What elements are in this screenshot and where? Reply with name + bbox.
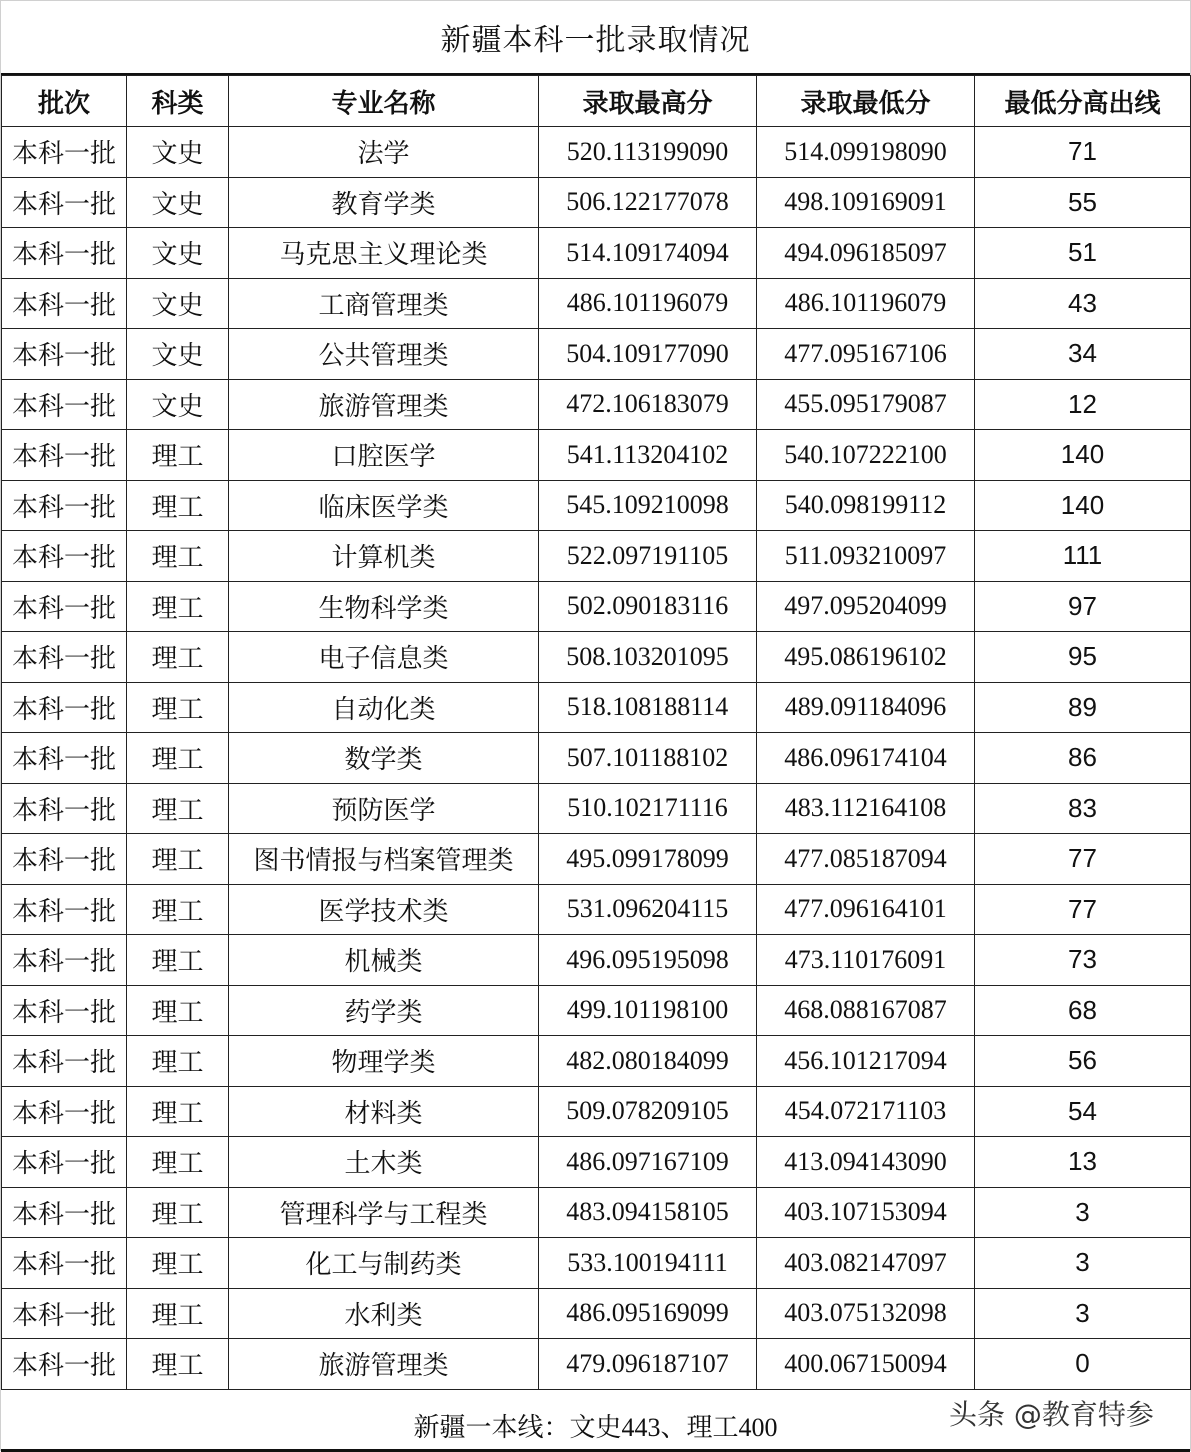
cell-major: 自动化类 [229, 682, 539, 733]
cell-max-score: 541.113204102 [539, 430, 757, 481]
cell-min-score: 455.095179087 [757, 379, 975, 430]
cell-above-line: 43 [975, 278, 1191, 329]
cell-min-score: 477.095167106 [757, 329, 975, 380]
cell-category: 文史 [127, 177, 229, 228]
cell-min-score: 494.096185097 [757, 228, 975, 279]
table-row [2, 1036, 1191, 1087]
table-row [2, 379, 1191, 430]
cell-above-line: 111 [975, 531, 1191, 582]
column-header-min-score: 录取最低分 [757, 76, 975, 127]
table-row [2, 480, 1191, 531]
cell-min-score: 495.086196102 [757, 632, 975, 683]
table-header-row [2, 76, 1191, 127]
cell-batch: 本科一批 [2, 531, 127, 582]
cell-batch: 本科一批 [2, 985, 127, 1036]
cell-max-score: 504.109177090 [539, 329, 757, 380]
cell-min-score: 540.107222100 [757, 430, 975, 481]
cell-category: 理工 [127, 1137, 229, 1188]
column-header-max-score: 录取最高分 [539, 76, 757, 127]
cell-min-score: 454.072171103 [757, 1086, 975, 1137]
cell-category: 理工 [127, 581, 229, 632]
cell-above-line: 95 [975, 632, 1191, 683]
cell-max-score: 545.109210098 [539, 480, 757, 531]
cell-major: 预防医学 [229, 783, 539, 834]
table-row [2, 783, 1191, 834]
column-header-batch: 批次 [2, 76, 127, 127]
table-row [2, 1339, 1191, 1390]
table-row [2, 430, 1191, 481]
cell-above-line: 55 [975, 177, 1191, 228]
cell-batch: 本科一批 [2, 1238, 127, 1289]
cell-above-line: 71 [975, 127, 1191, 178]
cell-min-score: 473.110176091 [757, 935, 975, 986]
cell-batch: 本科一批 [2, 834, 127, 885]
cell-major: 法学 [229, 127, 539, 178]
cell-category: 理工 [127, 1339, 229, 1390]
cell-max-score: 506.122177078 [539, 177, 757, 228]
cell-major: 化工与制药类 [229, 1238, 539, 1289]
cell-above-line: 86 [975, 733, 1191, 784]
cell-major: 工商管理类 [229, 278, 539, 329]
cell-max-score: 518.108188114 [539, 682, 757, 733]
cell-category: 文史 [127, 278, 229, 329]
table-row [2, 127, 1191, 178]
cell-above-line: 89 [975, 682, 1191, 733]
cell-batch: 本科一批 [2, 1187, 127, 1238]
cell-min-score: 403.075132098 [757, 1288, 975, 1339]
cell-max-score: 510.102171116 [539, 783, 757, 834]
cell-max-score: 479.096187107 [539, 1339, 757, 1390]
table-row [2, 278, 1191, 329]
table-row [2, 228, 1191, 279]
admission-table [1, 75, 1191, 1390]
cell-max-score: 502.090183116 [539, 581, 757, 632]
cell-batch: 本科一批 [2, 379, 127, 430]
cell-major: 物理学类 [229, 1036, 539, 1087]
cell-batch: 本科一批 [2, 329, 127, 380]
column-header-above-line: 最低分高出线 [975, 76, 1191, 127]
cell-above-line: 34 [975, 329, 1191, 380]
table-row [2, 632, 1191, 683]
table-row [2, 884, 1191, 935]
cell-above-line: 140 [975, 480, 1191, 531]
cell-major: 水利类 [229, 1288, 539, 1339]
cell-category: 理工 [127, 985, 229, 1036]
cell-category: 文史 [127, 329, 229, 380]
cell-major: 材料类 [229, 1086, 539, 1137]
table-row [2, 834, 1191, 885]
cell-max-score: 507.101188102 [539, 733, 757, 784]
cell-above-line: 73 [975, 935, 1191, 986]
cell-major: 马克思主义理论类 [229, 228, 539, 279]
cell-min-score: 400.067150094 [757, 1339, 975, 1390]
table-row [2, 581, 1191, 632]
cell-major: 医学技术类 [229, 884, 539, 935]
cell-major: 公共管理类 [229, 329, 539, 380]
watermark: 头条 @教育特参 [949, 1398, 1154, 1431]
cell-min-score: 477.085187094 [757, 834, 975, 885]
cell-min-score: 403.107153094 [757, 1187, 975, 1238]
cell-max-score: 486.097167109 [539, 1137, 757, 1188]
page-title: 新疆本科一批录取情况 [1, 1, 1190, 75]
table-row [2, 985, 1191, 1036]
cell-max-score: 486.101196079 [539, 278, 757, 329]
cell-max-score: 482.080184099 [539, 1036, 757, 1087]
cell-max-score: 509.078209105 [539, 1086, 757, 1137]
cell-category: 理工 [127, 935, 229, 986]
cell-category: 理工 [127, 1238, 229, 1289]
cell-batch: 本科一批 [2, 177, 127, 228]
cell-category: 文史 [127, 379, 229, 430]
cell-max-score: 472.106183079 [539, 379, 757, 430]
cell-major: 生物科学类 [229, 581, 539, 632]
cell-batch: 本科一批 [2, 935, 127, 986]
cell-max-score: 499.101198100 [539, 985, 757, 1036]
cell-above-line: 140 [975, 430, 1191, 481]
table-row [2, 682, 1191, 733]
column-header-major: 专业名称 [229, 76, 539, 127]
cell-batch: 本科一批 [2, 430, 127, 481]
table-row [2, 531, 1191, 582]
cell-category: 理工 [127, 531, 229, 582]
table-row [2, 935, 1191, 986]
cell-above-line: 51 [975, 228, 1191, 279]
cell-min-score: 477.096164101 [757, 884, 975, 935]
cell-min-score: 511.093210097 [757, 531, 975, 582]
cell-max-score: 533.100194111 [539, 1238, 757, 1289]
cell-category: 理工 [127, 1187, 229, 1238]
cell-min-score: 489.091184096 [757, 682, 975, 733]
cell-batch: 本科一批 [2, 632, 127, 683]
cell-max-score: 520.113199090 [539, 127, 757, 178]
cell-max-score: 508.103201095 [539, 632, 757, 683]
table-row [2, 1086, 1191, 1137]
cell-category: 文史 [127, 127, 229, 178]
cell-major: 计算机类 [229, 531, 539, 582]
cell-min-score: 498.109169091 [757, 177, 975, 228]
cell-batch: 本科一批 [2, 682, 127, 733]
cell-max-score: 483.094158105 [539, 1187, 757, 1238]
cell-batch: 本科一批 [2, 1036, 127, 1087]
table-row [2, 1288, 1191, 1339]
cell-batch: 本科一批 [2, 1339, 127, 1390]
cell-category: 理工 [127, 733, 229, 784]
cell-above-line: 3 [975, 1288, 1191, 1339]
cell-above-line: 83 [975, 783, 1191, 834]
cell-batch: 本科一批 [2, 1086, 127, 1137]
cell-above-line: 54 [975, 1086, 1191, 1137]
cell-category: 理工 [127, 834, 229, 885]
cell-category: 理工 [127, 1288, 229, 1339]
cell-min-score: 468.088167087 [757, 985, 975, 1036]
cell-major: 机械类 [229, 935, 539, 986]
cell-batch: 本科一批 [2, 783, 127, 834]
cell-above-line: 77 [975, 834, 1191, 885]
cell-category: 理工 [127, 480, 229, 531]
cell-major: 临床医学类 [229, 480, 539, 531]
cell-min-score: 483.112164108 [757, 783, 975, 834]
cell-batch: 本科一批 [2, 1288, 127, 1339]
cell-above-line: 3 [975, 1238, 1191, 1289]
column-header-category: 科类 [127, 76, 229, 127]
cell-major: 土木类 [229, 1137, 539, 1188]
cell-batch: 本科一批 [2, 228, 127, 279]
cell-category: 理工 [127, 632, 229, 683]
cell-min-score: 486.096174104 [757, 733, 975, 784]
cell-batch: 本科一批 [2, 581, 127, 632]
cell-major: 数学类 [229, 733, 539, 784]
cell-category: 理工 [127, 783, 229, 834]
cell-min-score: 413.094143090 [757, 1137, 975, 1188]
cell-major: 旅游管理类 [229, 1339, 539, 1390]
cell-major: 图书情报与档案管理类 [229, 834, 539, 885]
cell-major: 教育学类 [229, 177, 539, 228]
cell-major: 药学类 [229, 985, 539, 1036]
cell-category: 理工 [127, 884, 229, 935]
cell-category: 理工 [127, 1086, 229, 1137]
cell-min-score: 514.099198090 [757, 127, 975, 178]
table-row [2, 733, 1191, 784]
cell-batch: 本科一批 [2, 733, 127, 784]
cell-max-score: 531.096204115 [539, 884, 757, 935]
cutoff-note: 新疆一本线：文史443、理工400 [1, 1401, 1190, 1452]
table-row [2, 1187, 1191, 1238]
table-row [2, 1137, 1191, 1188]
table-row [2, 177, 1191, 228]
cell-above-line: 97 [975, 581, 1191, 632]
cell-min-score: 456.101217094 [757, 1036, 975, 1087]
cell-category: 理工 [127, 1036, 229, 1087]
cell-major: 口腔医学 [229, 430, 539, 481]
cell-min-score: 497.095204099 [757, 581, 975, 632]
cell-max-score: 495.099178099 [539, 834, 757, 885]
cell-min-score: 486.101196079 [757, 278, 975, 329]
table-row [2, 1238, 1191, 1289]
cell-batch: 本科一批 [2, 127, 127, 178]
cell-batch: 本科一批 [2, 884, 127, 935]
cell-category: 理工 [127, 430, 229, 481]
cell-above-line: 3 [975, 1187, 1191, 1238]
cell-max-score: 522.097191105 [539, 531, 757, 582]
table-row [2, 329, 1191, 380]
cell-above-line: 12 [975, 379, 1191, 430]
cell-category: 理工 [127, 682, 229, 733]
cell-above-line: 68 [975, 985, 1191, 1036]
cell-min-score: 403.082147097 [757, 1238, 975, 1289]
cell-min-score: 540.098199112 [757, 480, 975, 531]
cell-max-score: 514.109174094 [539, 228, 757, 279]
cell-major: 电子信息类 [229, 632, 539, 683]
cell-batch: 本科一批 [2, 1137, 127, 1188]
cell-max-score: 486.095169099 [539, 1288, 757, 1339]
cell-above-line: 0 [975, 1339, 1191, 1390]
cell-major: 管理科学与工程类 [229, 1187, 539, 1238]
cell-major: 旅游管理类 [229, 379, 539, 430]
cell-category: 文史 [127, 228, 229, 279]
cell-batch: 本科一批 [2, 278, 127, 329]
cell-above-line: 77 [975, 884, 1191, 935]
cell-batch: 本科一批 [2, 480, 127, 531]
cell-max-score: 496.095195098 [539, 935, 757, 986]
cell-above-line: 56 [975, 1036, 1191, 1087]
cell-above-line: 13 [975, 1137, 1191, 1188]
